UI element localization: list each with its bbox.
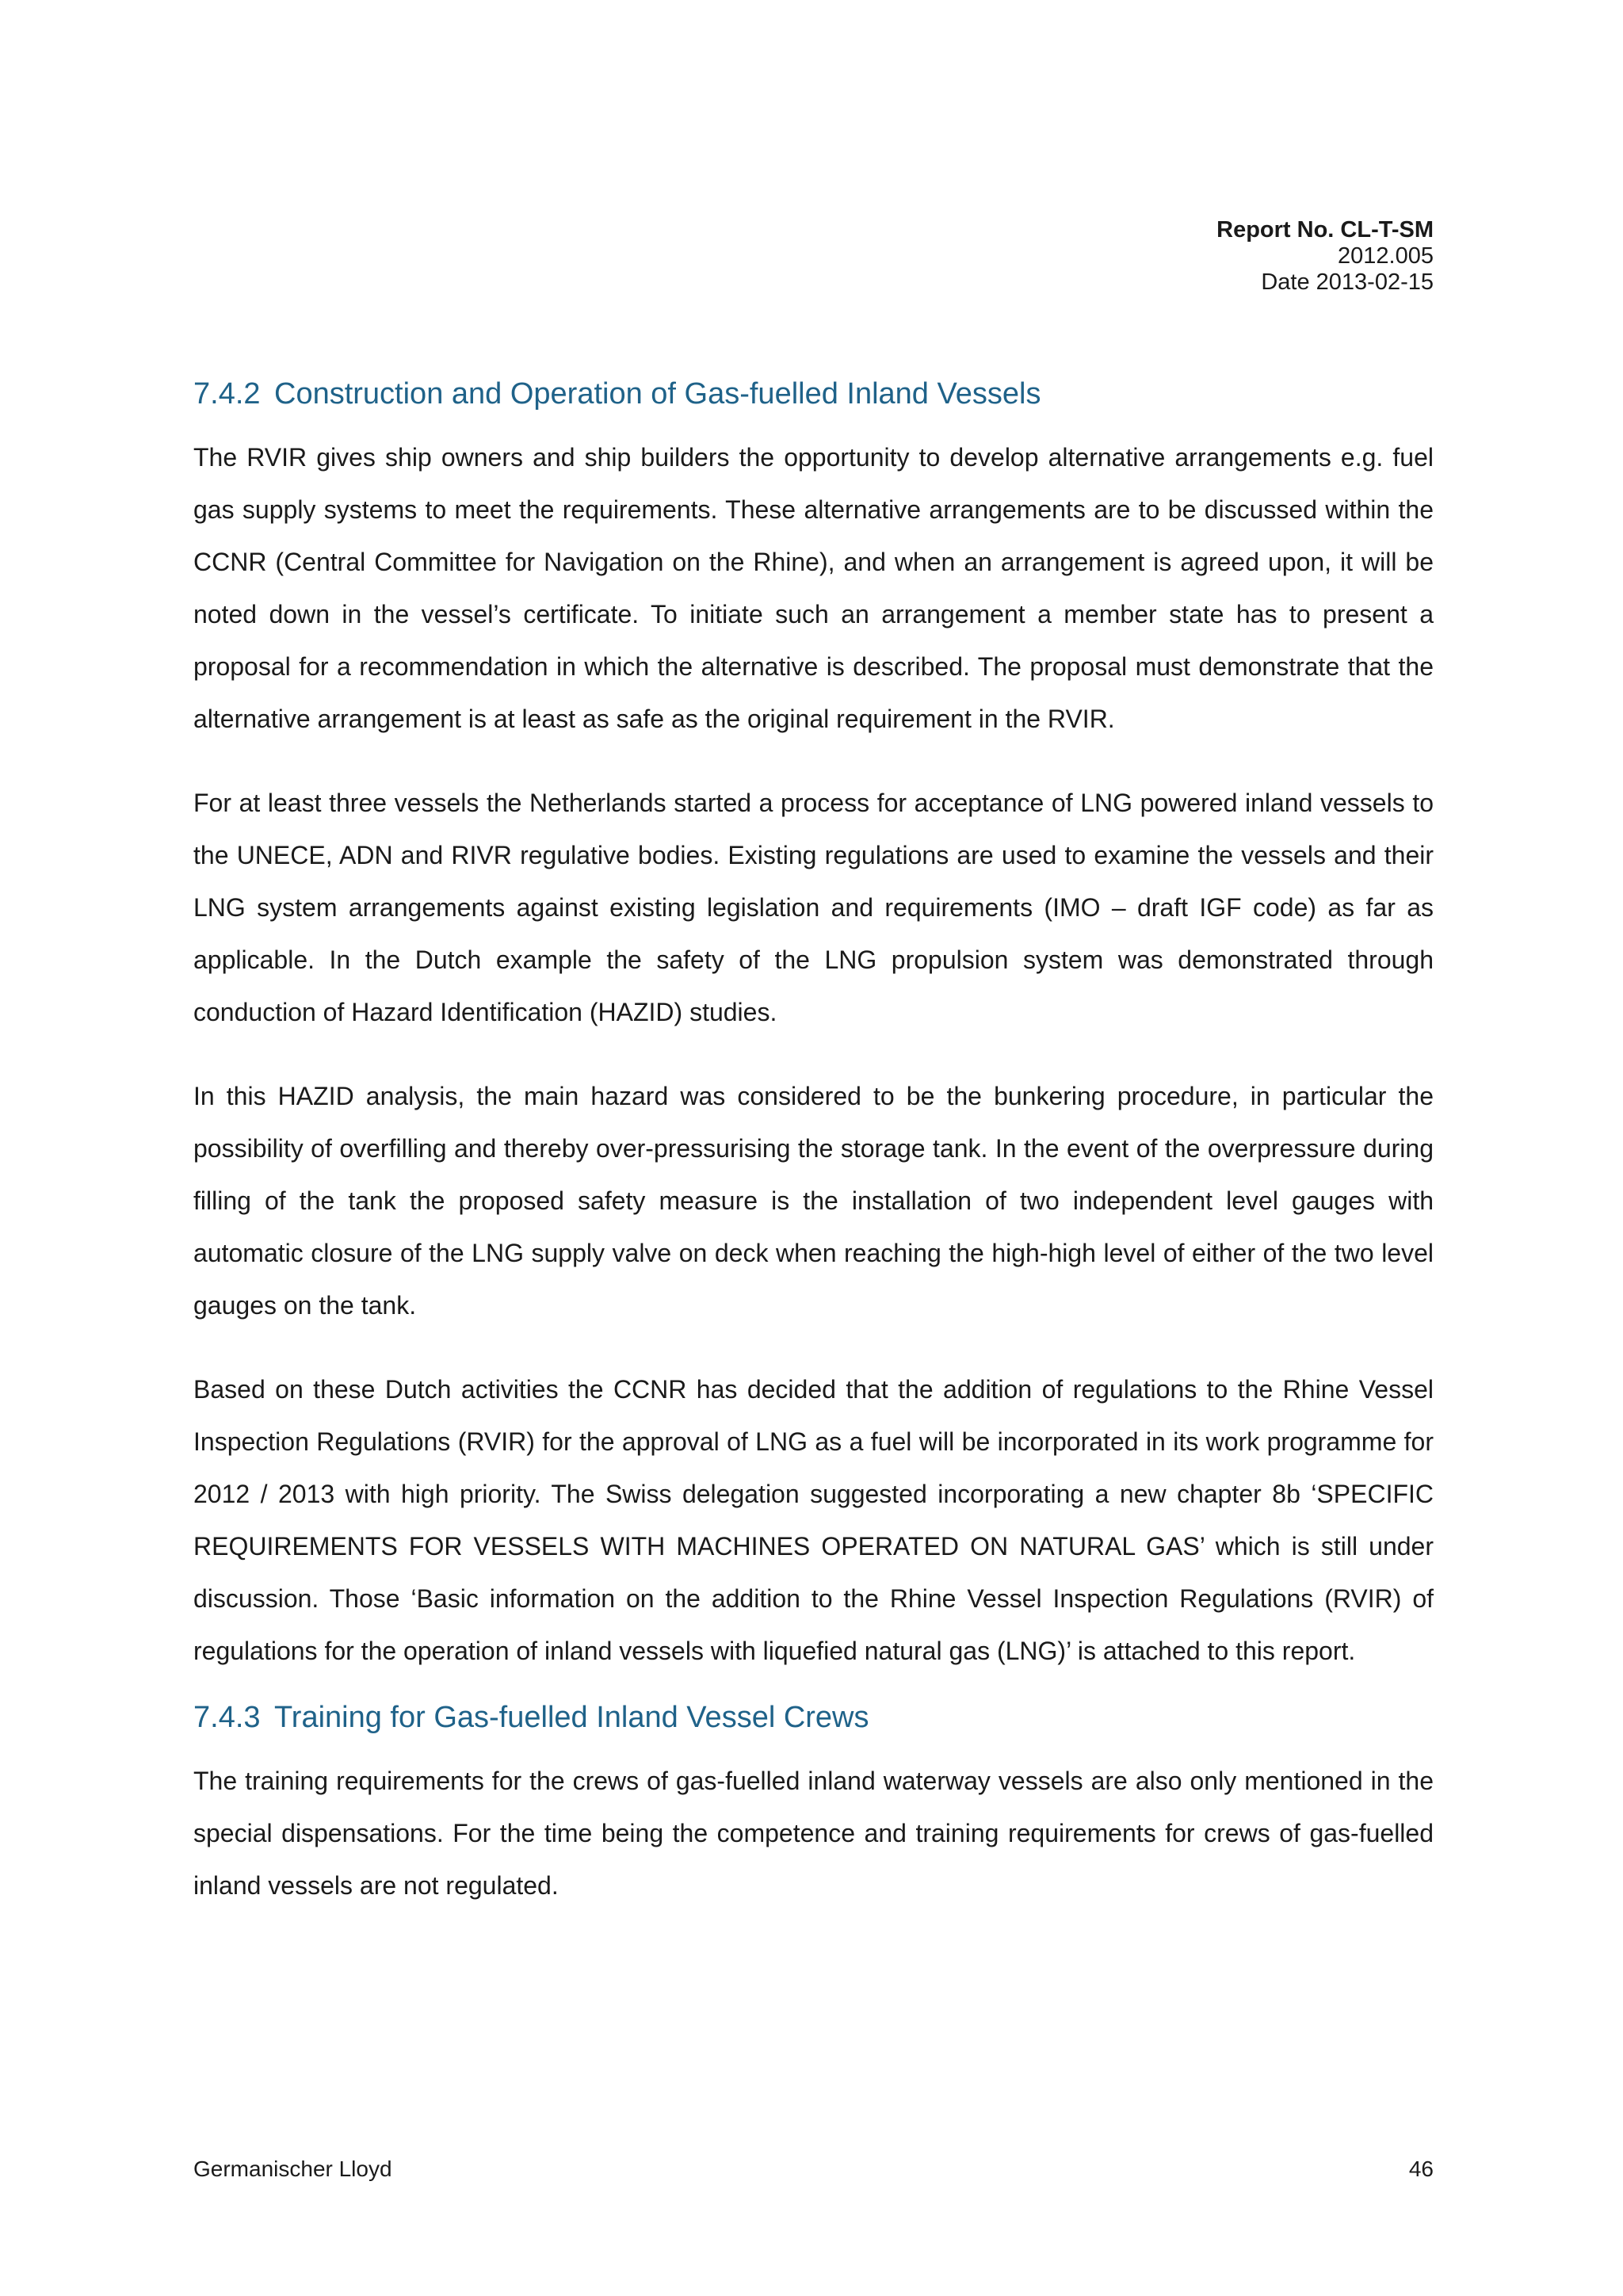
section-7-4-2	[193, 376, 1434, 1677]
section-number: 7.4.2	[193, 377, 261, 411]
section-heading	[193, 376, 1434, 412]
page-content	[193, 376, 1434, 1912]
paragraph: The training requirements for the crews of gas-fuelled inland waterway vessels are also only mentioned in the special dispensations. For the time being the competence and training requirements for crews of gas-fuelled inland vessels are not regulated.	[193, 1767, 1434, 1900]
paragraph: For at least three vessels the Netherlands started a process for acceptance of LNG powered inland vessels to the UNECE, ADN and RIVR regulative bodies. Existing regulations are used to examine the vessels and their LNG system arrangements against existing legislation and requirements (IMO – draft IGF code) as far as applicable. In the Dutch example the safety of the LNG propulsion system was demonstrated through conduction of Hazard Identification (HAZID) studies.	[193, 789, 1434, 1026]
section-number: 7.4.3	[193, 1701, 261, 1734]
paragraph: In this HAZID analysis, the main hazard was considered to be the bunkering procedure, in particular the possibility of overfilling and thereby over-pressurising the storage tank. In the event of the overpressure during filling of the tank the proposed safety measure is the installation of two independent level gauges with automatic closure of the LNG supply valve on deck when reaching the high-high level of either of the two level gauges on the tank.	[193, 1082, 1434, 1320]
page-footer	[193, 2156, 1434, 2183]
footer-company: Germanischer Lloyd	[193, 2157, 392, 2181]
report-header	[1216, 217, 1434, 296]
page-number: 46	[1408, 2157, 1434, 2181]
report-date: Date 2013-02-15	[1261, 269, 1434, 295]
section-7-4-3	[193, 1699, 1434, 1912]
section-title: Construction and Operation of Gas-fuelled Inland Vessels	[274, 377, 1041, 411]
paragraph: Based on these Dutch activities the CCNR has decided that the addition of regulations to the Rhine Vessel Inspection Regulations (RVIR) for the approval of LNG as a fuel will be incorporated in its work programme for 2012 / 2013 with high priority. The Swiss delegation suggested incorporating a new chapter 8b ‘SPECIFIC REQUIREMENTS FOR VESSELS WITH MACHINES OPERATED ON NATURAL GAS’ which is still under discussion. Those ‘Basic information on the addition to the Rhine Vessel Inspection Regulations (RVIR) of regulations for the operation of inland vessels with liquefied natural gas (LNG)’ is attached to this report.	[193, 1375, 1434, 1665]
section-title: Training for Gas-fuelled Inland Vessel Crews	[274, 1701, 869, 1734]
section-heading	[193, 1699, 1434, 1736]
report-id: 2012.005	[1338, 243, 1434, 269]
report-number: Report No. CL-T-SM	[1216, 217, 1434, 243]
paragraph: The RVIR gives ship owners and ship builders the opportunity to develop alternative arrangements e.g. fuel gas supply systems to meet the requirements. These alternative arrangements are to be discussed within the CCNR (Central Committee for Navigation on the Rhine), and when an arrangement is agreed upon, it will be noted down in the vessel’s certificate. To initiate such an arrangement a member state has to present a proposal for a recommendation in which the alternative is described. The proposal must demonstrate that the alternative arrangement is at least as safe as the original requirement in the RVIR.	[193, 443, 1434, 733]
